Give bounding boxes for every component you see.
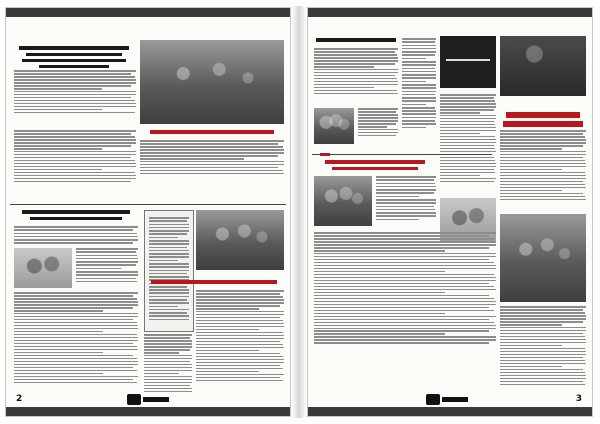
body-text-right-feature2	[500, 306, 586, 387]
headline-left-top	[14, 46, 134, 71]
body-text-left-wide	[14, 130, 136, 184]
body-text-left-bottom-a1	[14, 226, 138, 246]
headline-left-mid	[140, 130, 284, 137]
body-text-left-bottom-a3	[14, 292, 138, 385]
photo-meeting-table	[196, 210, 284, 270]
headline-left-bottom-a	[14, 210, 138, 223]
section-rule	[10, 204, 286, 205]
body-text-left-bottom-a2	[76, 248, 138, 284]
body-text-right-col2	[440, 94, 496, 184]
body-text-right-caption	[358, 108, 398, 138]
sidebar-box-left	[144, 210, 194, 332]
body-text-left-top	[14, 70, 136, 115]
photo-small-left	[14, 248, 72, 288]
top-band	[308, 8, 592, 17]
right-page	[308, 8, 592, 416]
page-number-right: 3	[575, 394, 582, 404]
spread-gutter	[291, 6, 307, 418]
page-number-left: 2	[16, 394, 23, 404]
newspaper-logo-icon	[426, 394, 468, 405]
headline-left-bottom-b	[144, 280, 284, 287]
newspaper-logo-icon	[127, 394, 169, 405]
section-rule	[312, 154, 492, 155]
body-text-left-bottom-b1	[196, 290, 284, 383]
photo-press-conference	[140, 40, 284, 124]
headline-right-feature	[500, 112, 586, 130]
body-text-left-bottom-b2	[144, 334, 192, 394]
body-text-right-narrow	[402, 38, 436, 130]
photo-portrait-right	[314, 108, 354, 144]
photo-crowd	[500, 214, 586, 302]
photo-feature-top	[500, 36, 586, 96]
body-text-right-mid2	[314, 232, 496, 345]
body-text-right-mid1	[376, 176, 436, 222]
bottom-band	[6, 407, 290, 416]
accent-mark	[320, 153, 330, 156]
body-text-right-feature1	[500, 130, 586, 202]
body-text-left-mid	[140, 140, 284, 176]
top-band	[6, 8, 290, 17]
dark-feature-banner	[440, 36, 496, 88]
bottom-band	[308, 407, 592, 416]
headline-right-mid	[314, 160, 436, 173]
left-page	[6, 8, 290, 416]
body-text-right-top	[314, 48, 398, 96]
photo-group-right	[314, 176, 372, 226]
headline-right-top	[314, 38, 398, 45]
